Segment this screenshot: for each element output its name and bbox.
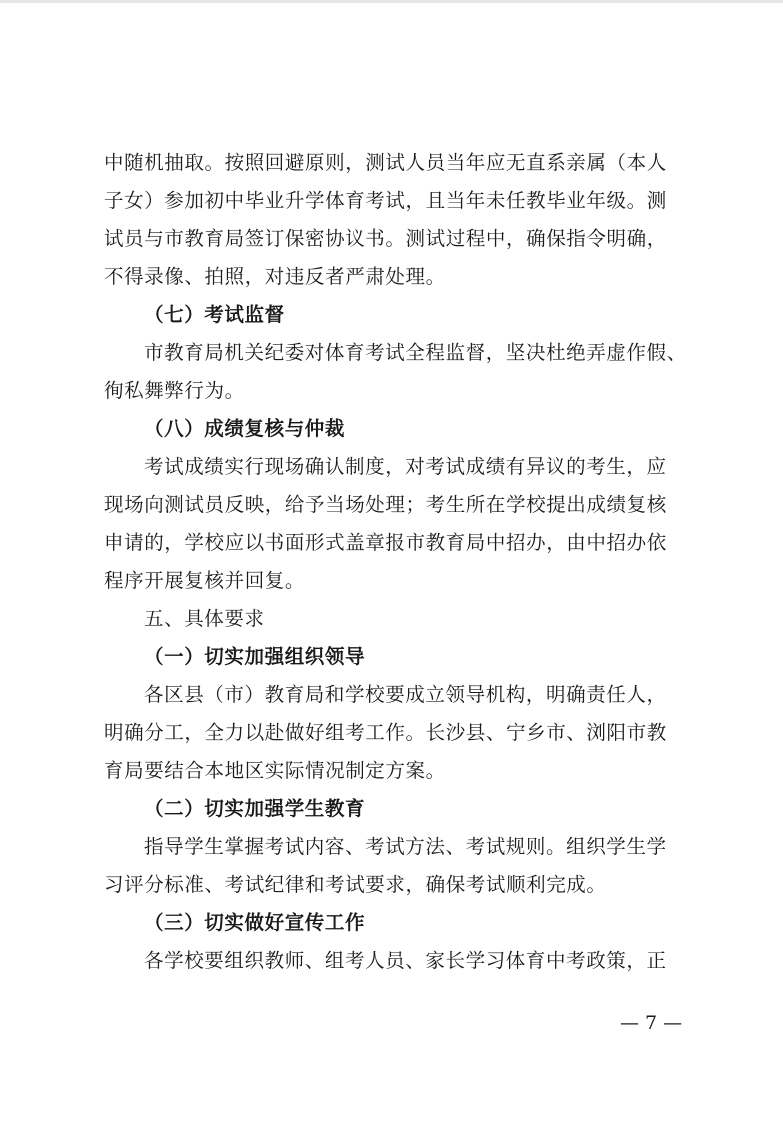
page-number: — 7 — <box>620 1012 683 1034</box>
body-text-line: 市教育局机关纪委对体育考试全程监督，坚决杜绝弄虚作假、 <box>144 341 687 364</box>
body-text-line: 申请的，学校应以书面形式盖章报市教育局中招办，由中招办依 <box>104 531 667 554</box>
body-text-line: 程序开展复核并回复。 <box>104 569 306 592</box>
body-text-line: 习评分标准、考试纪律和考试要求，确保考试顺利完成。 <box>104 873 607 896</box>
body-text-line: 徇私舞弊行为。 <box>104 379 245 402</box>
section-heading-score-review: （八）成绩复核与仲裁 <box>144 417 346 440</box>
body-text-line: 不得录像、拍照，对违反者严肃处理。 <box>104 265 446 288</box>
body-text-line: 现场向测试员反映，给予当场处理；考生所在学校提出成绩复核 <box>104 493 667 516</box>
body-text-line: 明确分工，全力以赴做好组考工作。长沙县、宁乡市、浏阳市教 <box>104 721 667 744</box>
section-heading-publicity: （三）切实做好宣传工作 <box>144 911 366 934</box>
body-text-line: 考试成绩实行现场确认制度，对考试成绩有异议的考生，应 <box>144 455 667 478</box>
body-text-line: 试员与市教育局签订保密协议书。测试过程中，确保指令明确， <box>104 227 667 250</box>
section-heading-student-education: （二）切实加强学生教育 <box>144 797 366 820</box>
body-text-line: 中随机抽取。按照回避原则，测试人员当年应无直系亲属（本人 <box>104 151 667 174</box>
body-text-line: 指导学生掌握考试内容、考试方法、考试规则。组织学生学 <box>144 835 667 858</box>
top-border <box>0 0 783 3</box>
body-text-line: 子女）参加初中毕业升学体育考试，且当年未任教毕业年级。测 <box>104 189 667 212</box>
body-text-line: 育局要结合本地区实际情况制定方案。 <box>104 759 446 782</box>
body-text-line: 各区县（市）教育局和学校要成立领导机构，明确责任人， <box>144 683 667 706</box>
body-text-line: 各学校要组织教师、组考人员、家长学习体育中考政策，正 <box>144 949 667 972</box>
chapter-heading-requirements: 五、具体要求 <box>144 607 265 630</box>
section-heading-supervision: （七）考试监督 <box>144 303 285 326</box>
section-heading-organization: （一）切实加强组织领导 <box>144 645 366 668</box>
